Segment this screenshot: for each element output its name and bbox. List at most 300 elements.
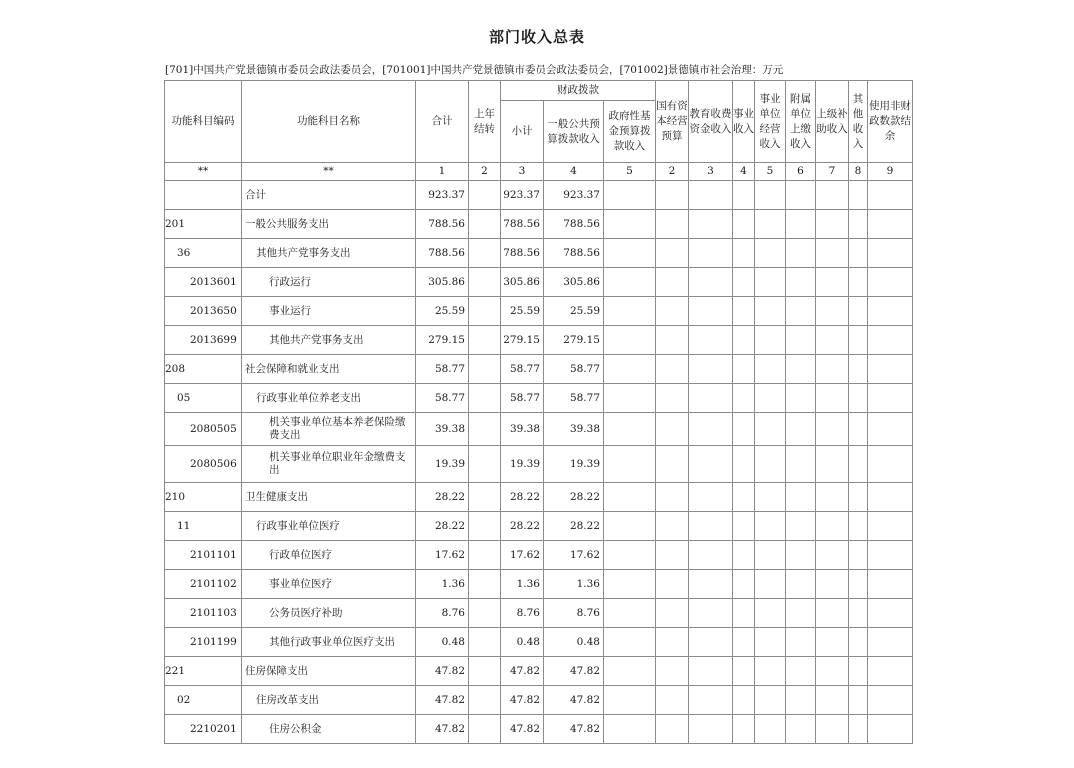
row-empty-cell <box>786 628 816 657</box>
row-total: 47.82 <box>416 686 469 715</box>
row-empty-cell <box>816 239 849 268</box>
row-empty-cell <box>604 715 656 744</box>
row-empty-cell <box>755 657 786 686</box>
row-carryover <box>469 413 501 446</box>
row-carryover <box>469 355 501 384</box>
header-other-income: 其他收入 <box>849 81 868 163</box>
row-empty-cell <box>733 326 755 355</box>
row-empty-cell <box>689 413 733 446</box>
row-empty-cell <box>868 446 913 483</box>
row-empty-cell <box>656 599 689 628</box>
row-empty-cell <box>868 181 913 210</box>
row-carryover <box>469 239 501 268</box>
row-empty-cell <box>733 512 755 541</box>
row-general-budget: 279.15 <box>544 326 604 355</box>
row-code: 05 <box>165 384 242 413</box>
index-cell: 5 <box>755 163 786 181</box>
row-empty-cell <box>733 446 755 483</box>
row-name: 其他共产党事务支出 <box>242 326 416 355</box>
row-empty-cell <box>733 355 755 384</box>
row-empty-cell <box>689 483 733 512</box>
row-name: 其他共产党事务支出 <box>242 239 416 268</box>
row-general-budget: 58.77 <box>544 384 604 413</box>
row-empty-cell <box>656 268 689 297</box>
row-name: 事业运行 <box>242 297 416 326</box>
row-subtotal: 788.56 <box>501 239 544 268</box>
row-empty-cell <box>816 599 849 628</box>
row-total: 305.86 <box>416 268 469 297</box>
row-empty-cell <box>689 599 733 628</box>
row-empty-cell <box>604 628 656 657</box>
row-empty-cell <box>689 355 733 384</box>
row-general-budget: 39.38 <box>544 413 604 446</box>
row-empty-cell <box>849 628 868 657</box>
row-empty-cell <box>816 181 849 210</box>
row-empty-cell <box>656 628 689 657</box>
row-empty-cell <box>656 210 689 239</box>
row-empty-cell <box>849 657 868 686</box>
row-empty-cell <box>849 181 868 210</box>
row-empty-cell <box>755 355 786 384</box>
row-empty-cell <box>849 715 868 744</box>
row-code: 2013601 <box>165 268 242 297</box>
row-empty-cell <box>733 541 755 570</box>
header-business-income: 事业收入 <box>733 81 755 163</box>
row-carryover <box>469 657 501 686</box>
row-empty-cell <box>689 210 733 239</box>
row-carryover <box>469 541 501 570</box>
row-empty-cell <box>786 413 816 446</box>
row-carryover <box>469 686 501 715</box>
row-empty-cell <box>733 483 755 512</box>
row-code: 2013650 <box>165 297 242 326</box>
table-body <box>165 181 913 744</box>
row-empty-cell <box>689 239 733 268</box>
row-code: 2101101 <box>165 541 242 570</box>
row-empty-cell <box>656 384 689 413</box>
row-carryover <box>469 384 501 413</box>
row-code: 2080506 <box>165 446 242 483</box>
row-empty-cell <box>755 483 786 512</box>
row-subtotal: 58.77 <box>501 384 544 413</box>
row-total: 25.59 <box>416 297 469 326</box>
row-carryover <box>469 483 501 512</box>
row-empty-cell <box>604 446 656 483</box>
row-total: 39.38 <box>416 413 469 446</box>
row-subtotal: 8.76 <box>501 599 544 628</box>
row-empty-cell <box>849 599 868 628</box>
row-empty-cell <box>786 297 816 326</box>
row-empty-cell <box>656 570 689 599</box>
page-title: 部门收入总表 <box>488 28 585 46</box>
row-empty-cell <box>755 446 786 483</box>
row-subtotal: 47.82 <box>501 715 544 744</box>
table-row <box>165 181 913 210</box>
row-empty-cell <box>868 628 913 657</box>
row-empty-cell <box>868 326 913 355</box>
row-empty-cell <box>604 657 656 686</box>
row-empty-cell <box>733 210 755 239</box>
row-empty-cell <box>689 657 733 686</box>
row-empty-cell <box>849 446 868 483</box>
index-cell: 7 <box>816 163 849 181</box>
row-empty-cell <box>656 657 689 686</box>
row-empty-cell <box>689 326 733 355</box>
row-empty-cell <box>786 512 816 541</box>
row-empty-cell <box>816 715 849 744</box>
row-empty-cell <box>816 512 849 541</box>
index-cell: 8 <box>849 163 868 181</box>
row-subtotal: 279.15 <box>501 326 544 355</box>
row-name: 一般公共服务支出 <box>242 210 416 239</box>
row-empty-cell <box>755 686 786 715</box>
row-total: 788.56 <box>416 210 469 239</box>
index-cell: 9 <box>868 163 913 181</box>
row-empty-cell <box>689 715 733 744</box>
row-empty-cell <box>849 512 868 541</box>
row-total: 58.77 <box>416 384 469 413</box>
row-name: 事业单位医疗 <box>242 570 416 599</box>
row-empty-cell <box>604 210 656 239</box>
row-empty-cell <box>656 239 689 268</box>
row-code: 210 <box>165 483 242 512</box>
row-code: 2013699 <box>165 326 242 355</box>
row-empty-cell <box>755 512 786 541</box>
row-empty-cell <box>868 384 913 413</box>
row-empty-cell <box>755 181 786 210</box>
row-empty-cell <box>786 483 816 512</box>
row-name: 卫生健康支出 <box>242 483 416 512</box>
row-empty-cell <box>816 657 849 686</box>
row-subtotal: 0.48 <box>501 628 544 657</box>
row-empty-cell <box>816 570 849 599</box>
row-general-budget: 17.62 <box>544 541 604 570</box>
table-row <box>165 446 913 483</box>
row-total: 28.22 <box>416 512 469 541</box>
header-superior-subsidy: 上级补助收入 <box>816 81 849 163</box>
row-empty-cell <box>656 686 689 715</box>
row-empty-cell <box>868 715 913 744</box>
row-empty-cell <box>786 239 816 268</box>
row-general-budget: 47.82 <box>544 686 604 715</box>
row-empty-cell <box>786 541 816 570</box>
row-code: 2210201 <box>165 715 242 744</box>
row-empty-cell <box>786 446 816 483</box>
row-empty-cell <box>604 413 656 446</box>
row-empty-cell <box>849 483 868 512</box>
row-total: 923.37 <box>416 181 469 210</box>
row-general-budget: 47.82 <box>544 657 604 686</box>
header-non-fiscal: 使用非财政数款结余 <box>868 81 913 163</box>
row-empty-cell <box>786 599 816 628</box>
table-row <box>165 541 913 570</box>
row-empty-cell <box>656 413 689 446</box>
row-empty-cell <box>656 541 689 570</box>
row-total: 47.82 <box>416 715 469 744</box>
index-cell: 6 <box>786 163 816 181</box>
header-name: 功能科目名称 <box>242 81 416 163</box>
row-empty-cell <box>689 541 733 570</box>
row-empty-cell <box>689 628 733 657</box>
row-subtotal: 47.82 <box>501 657 544 686</box>
header-gov-fund: 政府性基金预算拨款收入 <box>604 101 656 163</box>
row-empty-cell <box>849 210 868 239</box>
row-general-budget: 1.36 <box>544 570 604 599</box>
row-empty-cell <box>755 268 786 297</box>
row-empty-cell <box>604 541 656 570</box>
row-empty-cell <box>849 570 868 599</box>
row-code: 221 <box>165 657 242 686</box>
header-carryover: 上年结转 <box>469 81 501 163</box>
row-empty-cell <box>604 570 656 599</box>
header-general-budget: 一般公共预算拨款收入 <box>544 101 604 163</box>
row-total: 47.82 <box>416 657 469 686</box>
row-name: 行政单位医疗 <box>242 541 416 570</box>
row-name: 合计 <box>242 181 416 210</box>
row-empty-cell <box>733 570 755 599</box>
row-code: 201 <box>165 210 242 239</box>
row-empty-cell <box>786 326 816 355</box>
row-empty-cell <box>689 570 733 599</box>
table-row <box>165 628 913 657</box>
row-carryover <box>469 446 501 483</box>
row-name: 住房公积金 <box>242 715 416 744</box>
row-subtotal: 17.62 <box>501 541 544 570</box>
table-row <box>165 715 913 744</box>
row-subtotal: 58.77 <box>501 355 544 384</box>
row-empty-cell <box>733 657 755 686</box>
row-general-budget: 28.22 <box>544 512 604 541</box>
row-subtotal: 1.36 <box>501 570 544 599</box>
row-empty-cell <box>755 541 786 570</box>
row-empty-cell <box>868 599 913 628</box>
row-empty-cell <box>755 326 786 355</box>
row-empty-cell <box>868 210 913 239</box>
table-row <box>165 326 913 355</box>
row-empty-cell <box>816 268 849 297</box>
row-name: 住房保障支出 <box>242 657 416 686</box>
row-general-budget: 28.22 <box>544 483 604 512</box>
row-empty-cell <box>868 541 913 570</box>
row-empty-cell <box>755 239 786 268</box>
row-empty-cell <box>733 413 755 446</box>
row-total: 1.36 <box>416 570 469 599</box>
table-row <box>165 599 913 628</box>
header-subtotal: 小计 <box>501 101 544 163</box>
header-state-capital: 国有资本经营预算 <box>656 81 689 163</box>
row-empty-cell <box>656 326 689 355</box>
row-empty-cell <box>849 686 868 715</box>
table-row <box>165 268 913 297</box>
row-carryover <box>469 297 501 326</box>
index-cell: 3 <box>689 163 733 181</box>
row-name: 行政事业单位养老支出 <box>242 384 416 413</box>
row-carryover <box>469 628 501 657</box>
row-empty-cell <box>868 686 913 715</box>
row-empty-cell <box>755 384 786 413</box>
index-cell: 4 <box>544 163 604 181</box>
table-row <box>165 355 913 384</box>
row-empty-cell <box>849 326 868 355</box>
row-general-budget: 58.77 <box>544 355 604 384</box>
table-row <box>165 297 913 326</box>
index-cell: 4 <box>733 163 755 181</box>
row-empty-cell <box>786 384 816 413</box>
row-subtotal: 305.86 <box>501 268 544 297</box>
row-general-budget: 788.56 <box>544 210 604 239</box>
row-empty-cell <box>656 483 689 512</box>
row-empty-cell <box>689 446 733 483</box>
row-empty-cell <box>816 210 849 239</box>
row-code: 2080505 <box>165 413 242 446</box>
row-code: 208 <box>165 355 242 384</box>
row-name: 公务员医疗补助 <box>242 599 416 628</box>
row-general-budget: 19.39 <box>544 446 604 483</box>
table-row <box>165 657 913 686</box>
header-total: 合计 <box>416 81 469 163</box>
row-empty-cell <box>786 657 816 686</box>
row-empty-cell <box>868 570 913 599</box>
row-empty-cell <box>604 268 656 297</box>
row-empty-cell <box>689 384 733 413</box>
row-empty-cell <box>816 297 849 326</box>
row-empty-cell <box>849 239 868 268</box>
row-empty-cell <box>755 297 786 326</box>
row-carryover <box>469 268 501 297</box>
row-empty-cell <box>849 355 868 384</box>
row-empty-cell <box>656 355 689 384</box>
row-empty-cell <box>656 512 689 541</box>
row-empty-cell <box>733 628 755 657</box>
row-empty-cell <box>816 355 849 384</box>
index-cell: ** <box>242 163 416 181</box>
index-cell: 2 <box>656 163 689 181</box>
row-code <box>165 181 242 210</box>
row-empty-cell <box>868 483 913 512</box>
row-empty-cell <box>733 181 755 210</box>
row-carryover <box>469 715 501 744</box>
table-row <box>165 384 913 413</box>
row-empty-cell <box>816 384 849 413</box>
row-total: 58.77 <box>416 355 469 384</box>
row-empty-cell <box>849 541 868 570</box>
index-cell: 5 <box>604 163 656 181</box>
row-code: 2101102 <box>165 570 242 599</box>
row-empty-cell <box>849 297 868 326</box>
row-empty-cell <box>786 570 816 599</box>
row-empty-cell <box>816 326 849 355</box>
row-empty-cell <box>786 268 816 297</box>
table-row <box>165 413 913 446</box>
row-empty-cell <box>755 628 786 657</box>
row-empty-cell <box>868 297 913 326</box>
row-empty-cell <box>786 715 816 744</box>
row-general-budget: 923.37 <box>544 181 604 210</box>
row-empty-cell <box>604 297 656 326</box>
row-empty-cell <box>604 384 656 413</box>
row-general-budget: 0.48 <box>544 628 604 657</box>
row-code: 2101199 <box>165 628 242 657</box>
row-total: 28.22 <box>416 483 469 512</box>
header-operating-income: 事业单位经营收入 <box>755 81 786 163</box>
row-general-budget: 788.56 <box>544 239 604 268</box>
row-code: 2101103 <box>165 599 242 628</box>
row-empty-cell <box>868 512 913 541</box>
row-empty-cell <box>786 210 816 239</box>
row-empty-cell <box>849 413 868 446</box>
row-empty-cell <box>604 599 656 628</box>
row-empty-cell <box>816 413 849 446</box>
row-empty-cell <box>868 355 913 384</box>
table-row <box>165 210 913 239</box>
row-name: 机关事业单位基本养老保险缴费支出 <box>242 413 416 446</box>
row-empty-cell <box>733 715 755 744</box>
row-empty-cell <box>755 715 786 744</box>
row-empty-cell <box>733 239 755 268</box>
table-row <box>165 570 913 599</box>
row-total: 279.15 <box>416 326 469 355</box>
row-empty-cell <box>868 657 913 686</box>
index-cell: ** <box>165 163 242 181</box>
row-total: 8.76 <box>416 599 469 628</box>
row-general-budget: 8.76 <box>544 599 604 628</box>
row-name: 社会保障和就业支出 <box>242 355 416 384</box>
row-total: 0.48 <box>416 628 469 657</box>
row-empty-cell <box>604 239 656 268</box>
row-empty-cell <box>868 413 913 446</box>
row-empty-cell <box>755 599 786 628</box>
row-empty-cell <box>868 239 913 268</box>
row-empty-cell <box>733 384 755 413</box>
row-empty-cell <box>604 686 656 715</box>
row-empty-cell <box>604 355 656 384</box>
row-empty-cell <box>656 715 689 744</box>
row-empty-cell <box>733 268 755 297</box>
row-code: 02 <box>165 686 242 715</box>
row-name: 行政运行 <box>242 268 416 297</box>
row-empty-cell <box>733 686 755 715</box>
row-subtotal: 39.38 <box>501 413 544 446</box>
row-subtotal: 788.56 <box>501 210 544 239</box>
row-empty-cell <box>689 268 733 297</box>
income-summary-table <box>164 80 913 744</box>
row-empty-cell <box>656 181 689 210</box>
row-empty-cell <box>656 297 689 326</box>
row-total: 788.56 <box>416 239 469 268</box>
row-empty-cell <box>733 599 755 628</box>
row-empty-cell <box>849 268 868 297</box>
row-total: 17.62 <box>416 541 469 570</box>
row-subtotal: 28.22 <box>501 483 544 512</box>
row-subtotal: 19.39 <box>501 446 544 483</box>
table-row <box>165 239 913 268</box>
row-empty-cell <box>689 297 733 326</box>
row-empty-cell <box>786 686 816 715</box>
row-carryover <box>469 512 501 541</box>
row-general-budget: 47.82 <box>544 715 604 744</box>
row-empty-cell <box>816 483 849 512</box>
row-empty-cell <box>755 210 786 239</box>
index-cell: 1 <box>416 163 469 181</box>
row-subtotal: 923.37 <box>501 181 544 210</box>
row-empty-cell <box>604 181 656 210</box>
row-subtotal: 28.22 <box>501 512 544 541</box>
row-general-budget: 305.86 <box>544 268 604 297</box>
row-general-budget: 25.59 <box>544 297 604 326</box>
index-cell: 3 <box>501 163 544 181</box>
row-name: 住房改革支出 <box>242 686 416 715</box>
unit-subtitle: [701]中国共产党景德镇市委员会政法委员会，[701001]中国共产党景德镇市委员会政法委员会，[701002]景德镇市社会治理：万元 <box>165 64 784 76</box>
